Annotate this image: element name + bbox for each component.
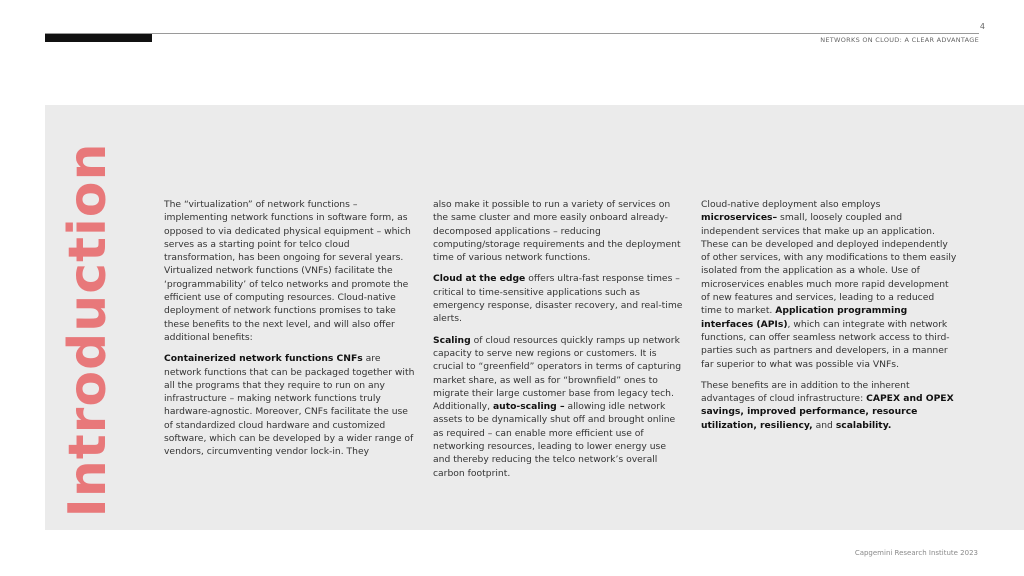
paragraph (433, 272, 685, 325)
paragraph (701, 198, 957, 371)
page-number: 4 (979, 22, 985, 31)
footer-credit: Capgemini Research Institute 2023 (854, 549, 978, 557)
paragraph-text: The “virtualization” of network functions – implementing network functions in software form, as opposed to via dedicated physical equipment – which serves as a starting point for telco cloud transformation, has been ongoing for several years. Virtualized network functions (VNFs) facilitate the ‘programmability’ of telco networks and promote the efficient use of computing resources. Cloud-native deployment of network functions promises to take these benefits to the next level, and will also offer additional benefits: (164, 199, 411, 343)
paragraph (701, 379, 957, 432)
paragraph-text: offers ultra-fast response times – critical to time-sensitive applications such as emergency response, disaster recovery, and real-time alerts. (433, 273, 683, 325)
paragraph (433, 198, 685, 264)
paragraph-text: of cloud resources quickly ramps up network capacity to serve new regions or customers. It is crucial to “greenfield” operators in terms of capturing market share, as well as for “brownfield” ones to migrate their large customer base from legacy tech. Additionally, (433, 334, 682, 413)
bold-term: scalability. (835, 419, 892, 431)
paragraph-text: and (812, 419, 836, 431)
paragraph-text: are network functions that can be packaged together with all the programs that they require to run on any infrastructure – making network functions truly hardware-agnostic. Moreover, CNFs facilitate the use of standardized cloud hardware and customized software, which can be developed by a wider range of vendors, circumventing vendor lock-in. They (164, 353, 415, 458)
bold-term: auto-scaling – (492, 401, 565, 413)
header-accent-bar (45, 34, 152, 42)
section-title: Introduction (58, 142, 118, 518)
paragraph-text: also make it possible to run a variety of services on the same cluster and more easily onboard already-decomposed applications – reducing computing/storage requirements and the deployment time of various network functions. (433, 199, 681, 264)
paragraph-text: Cloud-native deployment also employs (701, 199, 881, 210)
paragraph (433, 334, 685, 480)
bold-term: Containerized network functions CNFs (164, 353, 363, 365)
column-3 (701, 198, 957, 440)
paragraph-text: These benefits are in addition to the inherent advantages of cloud infrastructure: (701, 379, 910, 405)
header-title: NETWORKS ON CLOUD: A CLEAR ADVANTAGE (820, 36, 979, 44)
paragraph (164, 198, 419, 344)
bold-term: Scaling (433, 334, 471, 346)
bold-term: Application programming interfaces (APIs) (701, 305, 908, 330)
header-rule (45, 33, 979, 34)
column-2 (433, 198, 685, 488)
paragraph-text: small, loosely coupled and independent services that make up an application. These can be developed and deployed independently of other services, with any modifications to them easily isolated from the application as a whole. Use of microservices enables much more rapid development of new features and services, leading to a reduced time to market. (701, 212, 957, 317)
bold-term: CAPEX and OPEX savings, improved performance, resource utilization, resiliency, (701, 393, 954, 431)
bold-term: Cloud at the edge (433, 273, 526, 285)
paragraph-text: , which can integrate with network functions, can offer seamless network access to third-parties such as partners and developers, in a manner far superior to what was possible via VNFs. (701, 318, 950, 370)
paragraph (164, 352, 419, 458)
column-1 (164, 198, 419, 467)
paragraph-text: allowing idle network assets to be dynamically shut off and brought online as required – can enable more efficient use of networking resources, leading to lower energy use and thereby reducing the telco network’s overall carbon footprint. (433, 401, 676, 479)
bold-term: microservices– (701, 212, 778, 224)
